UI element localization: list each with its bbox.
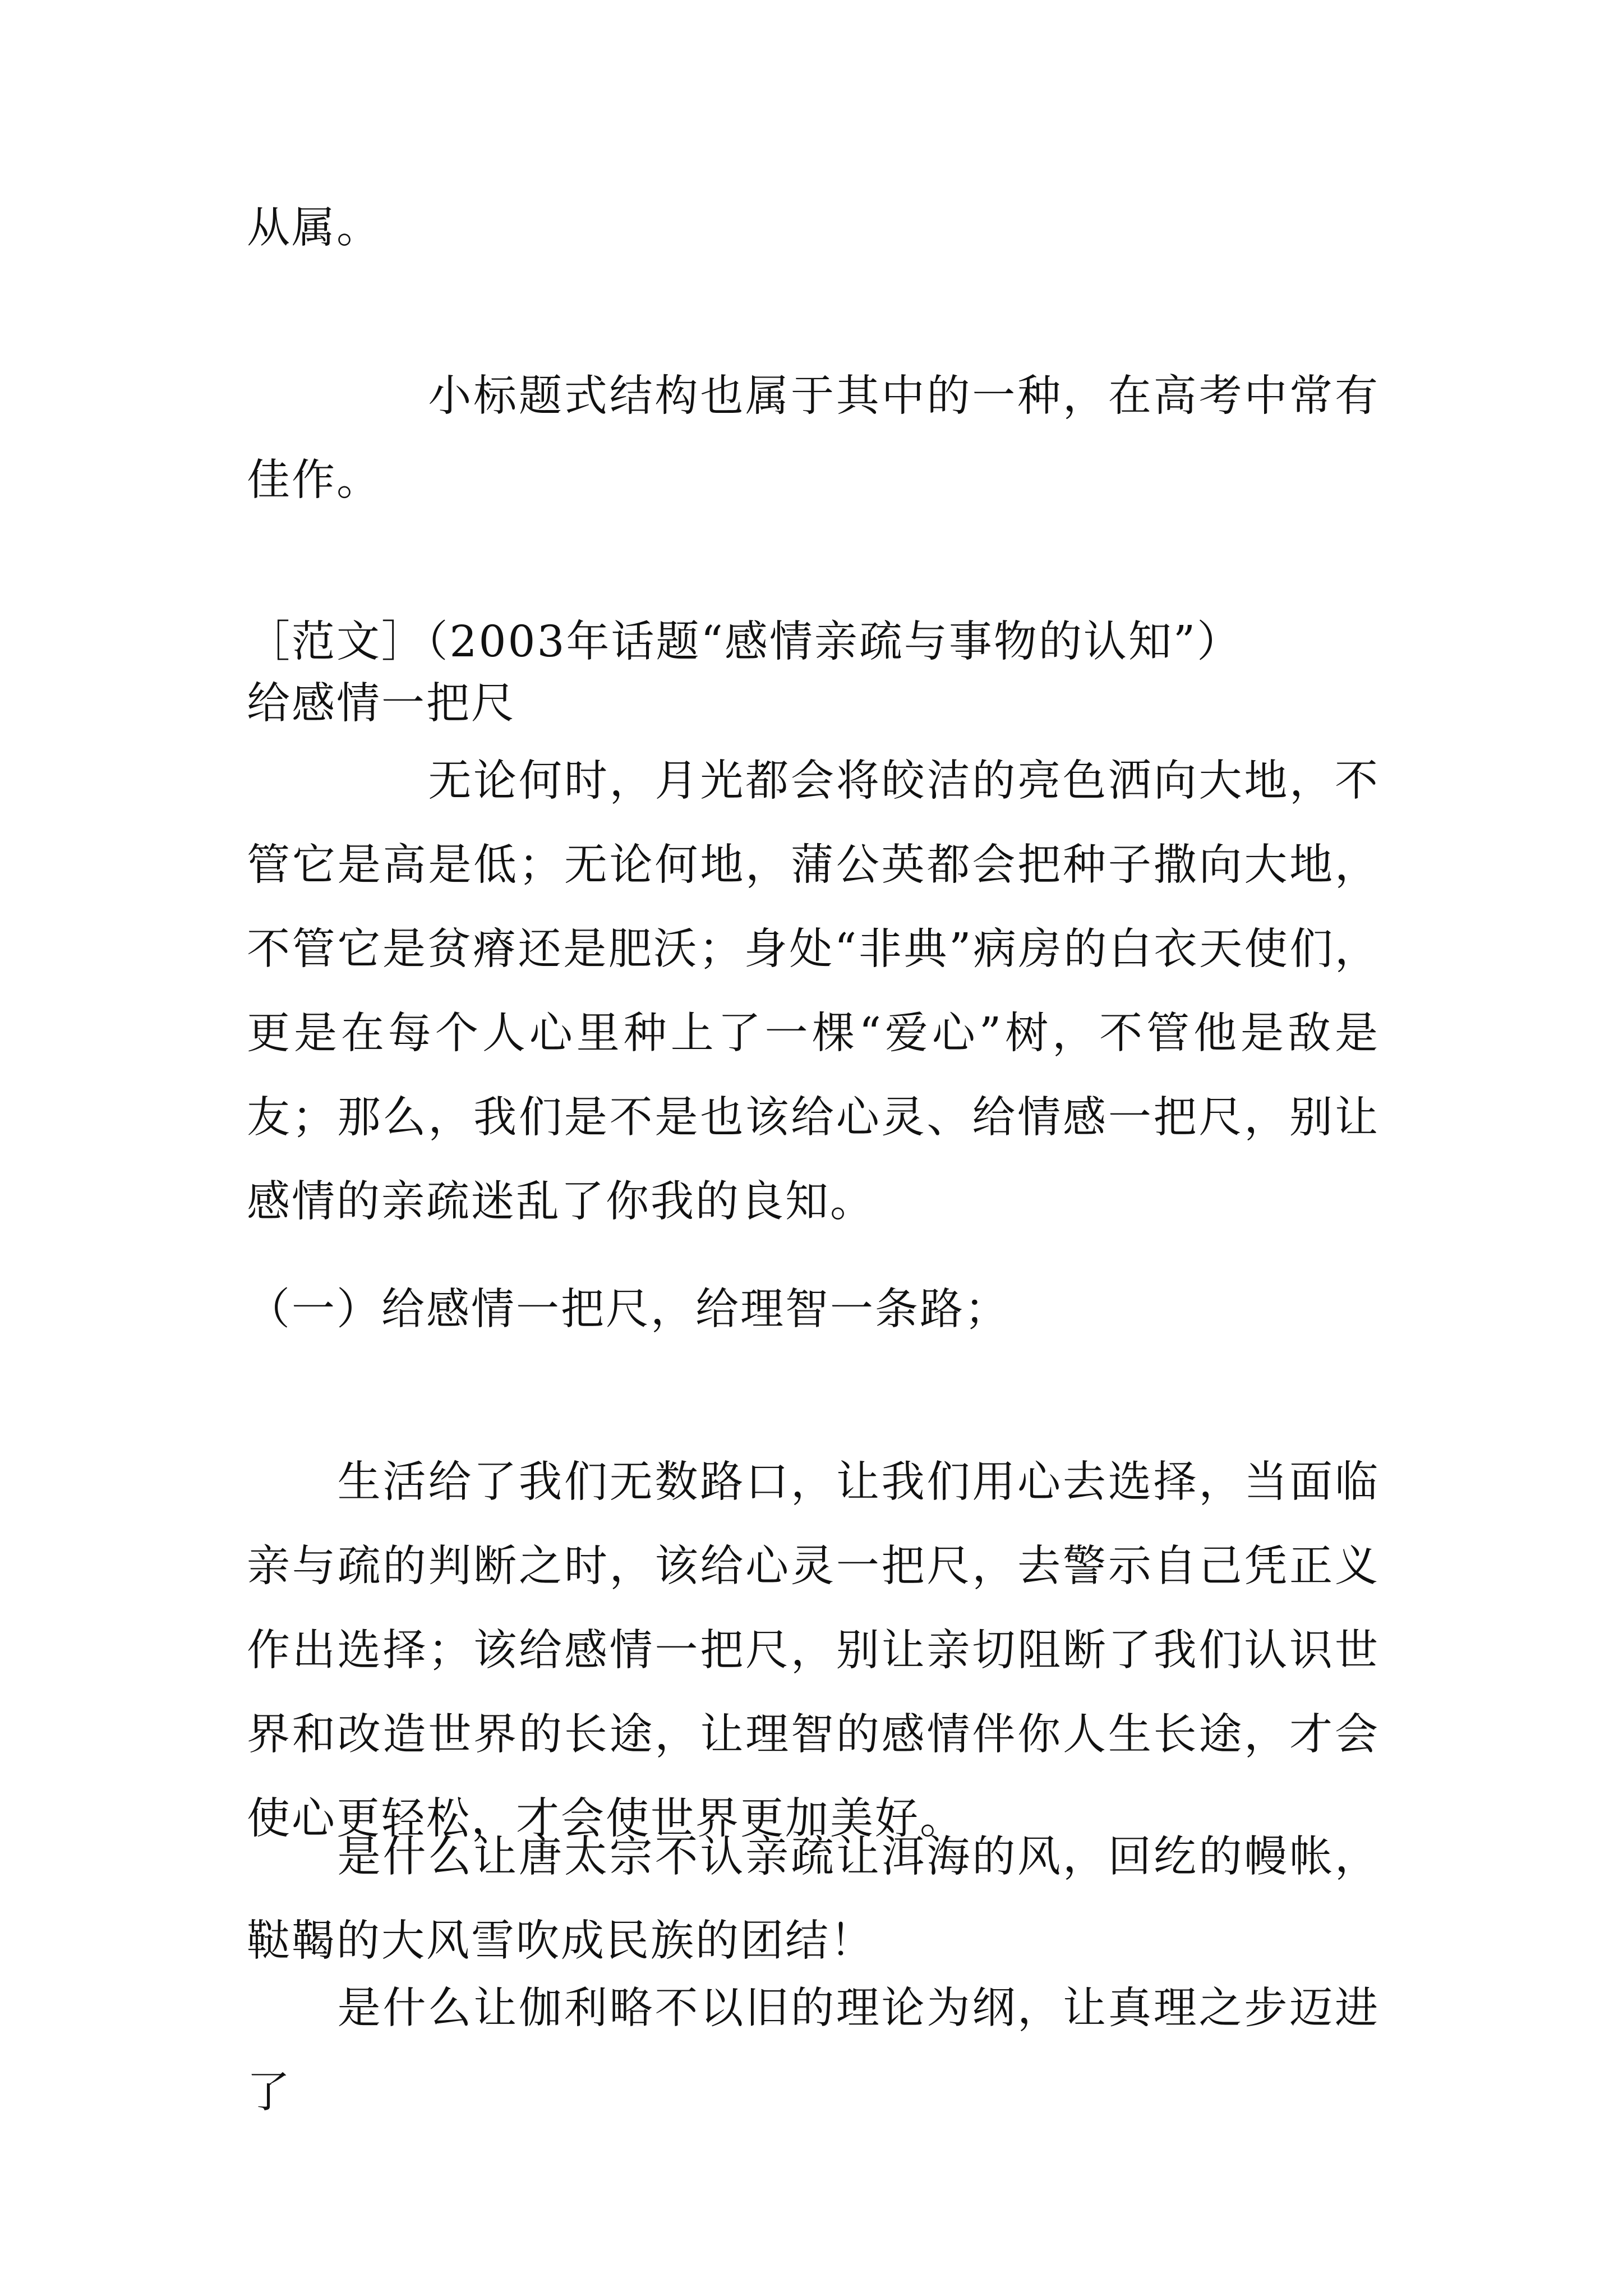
paragraph-intro: 小标题式结构也属于其中的一种，在高考中常有佳作。: [247, 371, 1380, 505]
paragraph-opening: 无论何时，月光都会将皎洁的亮色洒向大地，不管它是高是低；无论何地，蒲公英都会把种子撒向大地，不管它是贫瘠还是肥沃；身处“非典”病房的白衣天使们，更是在每个人心里种上了一棵“爱心”树，不管他是敌是友；那么，我们是不是也该给心灵、给情感一把尺，别让感情的亲疏迷乱了你我的良知。: [247, 756, 1380, 1227]
paragraph-galileo: 是什么让伽利略不以旧的理论为纲，让真理之步迈进了: [247, 1984, 1380, 2118]
paragraph-life: 生活给了我们无数路口，让我们用心去选择，当面临亲与疏的判断之时，该给心灵一把尺，去警示自己凭正义作出选择；该给感情一把尺，别让亲切阻断了我们认识世界和改造世界的长途，让理智的感情伴你人生长途，才会使心更轻松，才会使世界更加美好。: [247, 1457, 1380, 1844]
sample-essay-source: ［范文］（2003年话题“感情亲疏与事物的认知”）: [247, 617, 1242, 667]
paragraph-tang: 是什么让唐太宗不认亲疏让洱海的风，回纥的幔帐，鞑鞨的大风雪吹成民族的团结！: [247, 1832, 1380, 1966]
subheading: （一）给感情一把尺，给理智一条路；: [247, 1285, 1009, 1335]
paragraph-continuation: 从属。: [247, 203, 381, 253]
essay-title: 给感情一把尺: [247, 679, 516, 729]
